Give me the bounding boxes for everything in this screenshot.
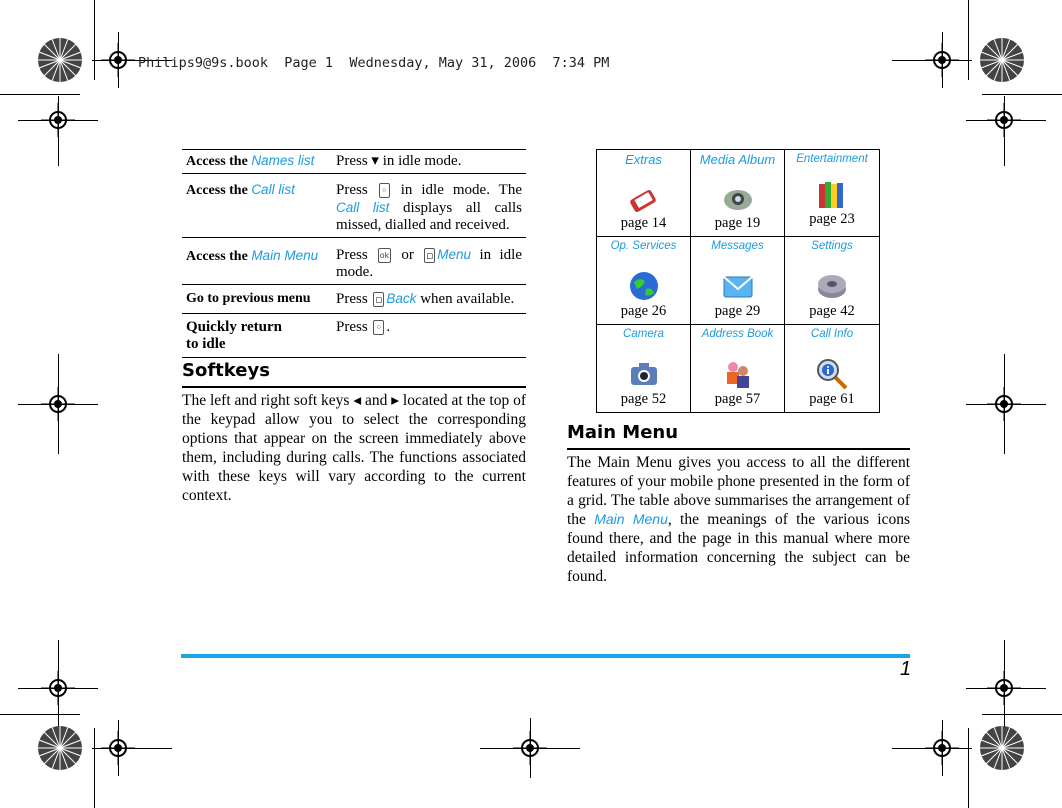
main-menu-grid [596,149,880,413]
menu-cell-op-services: Op. Services page 26 [597,237,691,324]
crop-mark [0,714,80,715]
left-softkey-icon: ▫ [426,249,434,263]
menu-cell-media-album: Media Album page 19 [691,150,785,237]
action-label: Quickly return to idle [186,319,282,352]
registration-mark-icon [101,731,135,765]
action-label: Access the Names list [186,153,315,169]
registration-mark-icon [513,731,547,765]
crop-mark [94,0,95,80]
registration-mark-icon [987,671,1021,705]
registration-mark-icon [925,43,959,77]
page-number: 1 [900,658,912,680]
menu-cell-address-book: Address Book page 57 [691,325,785,412]
color-bar-starburst-icon [979,37,1025,83]
messages-icon [721,269,755,303]
registration-mark-icon [987,387,1021,421]
footer-rule [181,654,910,658]
table-row [182,238,526,285]
menu-cell-entertainment: Entertainment page 23 [785,150,879,237]
table-row [182,174,526,238]
main-menu-heading: Main Menu [567,422,679,443]
table-row [182,285,526,314]
op-services-icon [627,269,661,303]
registration-mark-icon [987,103,1021,137]
right-softkey-icon: ▫ [375,293,383,307]
crop-mark [0,94,80,95]
call-key-icon: ◦ [379,183,390,198]
crop-mark [968,0,969,80]
action-label: Access the Call list [186,182,295,198]
action-label: Go to previous menu [186,291,311,306]
extras-icon [627,182,661,216]
end-key-icon: ◦ [373,320,384,335]
print-slug: Philips9@9s.book Page 1 Wednesday, May 31, 2006 7:34 PM [138,55,610,71]
crop-mark [94,728,95,808]
action-label: Access the Main Menu [186,248,319,264]
action-instruction: Press ◦ in idle mode. The Call list displays all calls missed, dialled and received. [336,182,522,233]
crop-mark [968,728,969,808]
address-book-icon [721,357,755,391]
crop-mark [982,714,1062,715]
call-info-icon [815,357,849,391]
action-instruction: Press ▾ in idle mode. [336,153,462,169]
table-row [182,314,526,358]
color-bar-starburst-icon [37,37,83,83]
softkeys-paragraph: The left and right soft keys ◂ and ▸ located at the top of the keypad allow you to select the corresponding options that appear on the screen immediately above them, including during calls. The functions associated with these keys will vary according to the current context. [182,392,526,504]
action-instruction: Press ▫ Back when available. [336,291,515,307]
registration-mark-icon [101,43,135,77]
main-menu-paragraph: The Main Menu gives you access to all the different features of your mobile phone presented in the form of a grid. The table above summarises the arrangement of the Main Menu, the meanings of the various icons found there, and the page in this manual where more detailed information concerning the subject can be found. [567,454,910,585]
menu-cell-call-info: Call Info page 61 [809,327,855,407]
camera-icon [627,357,661,391]
crop-mark [982,94,1062,95]
ok-key-icon: ok [378,248,391,263]
color-bar-starburst-icon [979,725,1025,771]
registration-mark-icon [41,671,75,705]
registration-mark-icon [925,731,959,765]
action-instruction: Press ◦ . [336,319,391,335]
menu-cell-settings: Settings page 42 [785,237,879,324]
settings-icon [815,269,849,303]
down-key-icon: ▾ [371,153,379,169]
quick-actions-table [182,149,526,358]
color-bar-starburst-icon [37,725,83,771]
menu-cell-camera: Camera page 52 [597,325,691,412]
menu-cell-messages: Messages page 29 [691,237,785,324]
table-row [182,149,526,174]
action-instruction: Press ok or ▫ Menu in idle mode. [336,247,522,280]
entertainment-icon [815,178,849,212]
registration-mark-icon [41,387,75,421]
media-album-icon [721,182,755,216]
section-divider [567,448,910,450]
menu-cell-extras: Extras page 14 [597,150,691,237]
section-divider [182,386,526,388]
registration-mark-icon [41,103,75,137]
softkeys-heading: Softkeys [182,360,270,381]
